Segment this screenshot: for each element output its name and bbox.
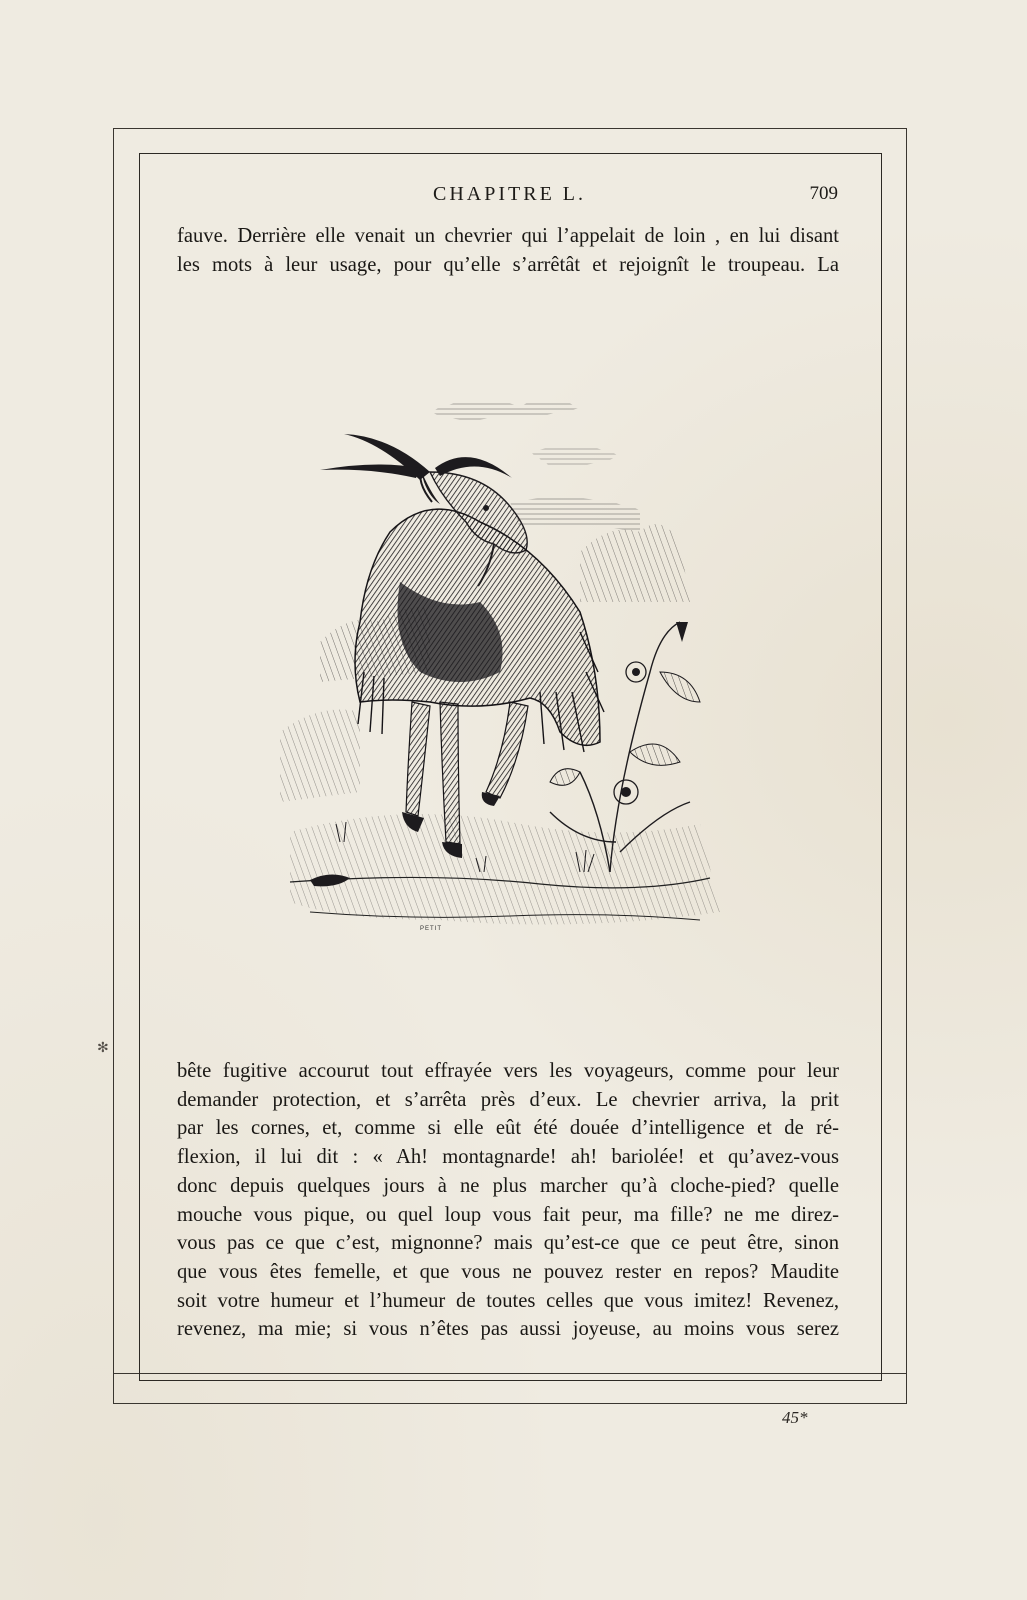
- text-line: que vous êtes femelle, et que vous ne pouvez rester en repos? Maudite: [177, 1260, 839, 1283]
- bottom-paragraph: [177, 1057, 839, 1344]
- signature-mark: 45*: [782, 1408, 808, 1427]
- text-line: flexion, il lui dit : « Ah! montagnarde! ah! bariolée! et qu’avez-vous: [177, 1146, 839, 1169]
- outer-frame-base-rule: [113, 1403, 907, 1404]
- text-line: par les cornes, et, comme si elle eût été douée d’intelligence et de ré-: [177, 1117, 839, 1140]
- engraver-signature: PETIT: [420, 926, 443, 932]
- running-head: [139, 183, 880, 213]
- text-line: fauve. Derrière elle venait un chevrier qui l’appelait de loin , en lui disant: [177, 225, 839, 247]
- text-line: les mots à leur usage, pour qu’elle s’arrêtât et rejoignît le troupeau. La: [177, 253, 839, 276]
- page-number: 709: [809, 183, 838, 204]
- goat-engraving: [280, 372, 740, 960]
- text-line: revenez, ma mie; si vous n’êtes pas aussi joyeuse, au moins vous serez: [177, 1318, 839, 1341]
- text-line: demander protection, et s’arrêta près d’eux. Le chevrier arriva, la prit: [177, 1088, 839, 1111]
- margin-ornament-icon: ✻: [97, 1040, 109, 1056]
- text-line: vous pas ce que c’est, mignonne? mais qu’est-ce que ce peut être, sinon: [177, 1232, 839, 1255]
- text-line: mouche vous pique, ou quel loup vous fait peur, ma fille? ne me direz-: [177, 1203, 839, 1226]
- top-paragraph: [177, 222, 839, 279]
- outer-frame-top-rule: [113, 128, 907, 129]
- text-line: bête fugitive accourut tout effrayée vers les voyageurs, comme pour leur: [177, 1060, 839, 1082]
- text-line: donc depuis quelques jours à ne plus marcher qu’à cloche-pied? quelle: [177, 1174, 839, 1197]
- chapter-title: CHAPITRE L.: [433, 183, 586, 205]
- text-line: soit votre humeur et l’humeur de toutes celles que vous imitez! Revenez,: [177, 1289, 839, 1312]
